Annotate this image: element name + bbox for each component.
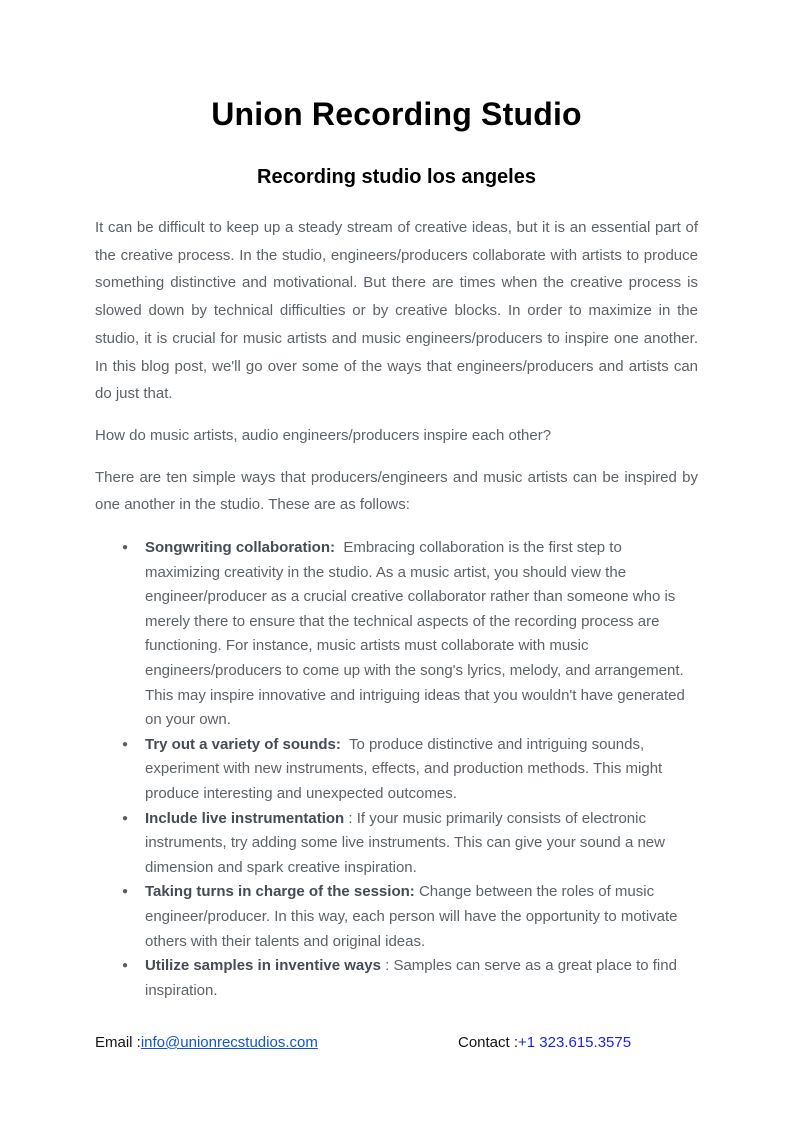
contact-phone-link[interactable]: +1 323.615.3575 — [518, 1034, 632, 1051]
bullet-text: Change between the roles of music engineer/producer. In this way, each person will have the opportunity to motivate others with their talents and original ideas. — [145, 883, 678, 950]
bullet-list — [95, 536, 698, 1003]
bullet-lead: Try out a variety of sounds: — [145, 735, 341, 753]
list-item — [122, 807, 698, 881]
bullet-text: If your music primarily consists of electronic instruments, try adding some live instruments. This can give your sound a new dimension and spark creative inspiration. — [145, 809, 665, 876]
bullet-icon: ● — [122, 960, 129, 972]
leadin-paragraph: There are ten simple ways that producers/engineers and music artists can be inspired by one another in the studio. These are as follows: — [95, 468, 698, 514]
bullet-text: Samples can serve as a great place to find inspiration. — [145, 957, 677, 999]
bullet-lead: Songwriting collaboration: — [145, 539, 335, 557]
email-link[interactable]: info@unionrecstudios.com — [140, 1034, 318, 1051]
bullet-icon: ● — [122, 738, 129, 750]
contact-group — [458, 1033, 631, 1053]
intro-paragraph: It can be difficult to keep up a steady stream of creative ideas, but it is an essential part of the creative process. In the studio, engineers/producers collaborate with artists to produce something distinctive and motivational. But there are times when the creative process is slowed down by technical difficulties or by creative blocks. In order to maximize in the studio, it is crucial for music artists and music engineers/producers to inspire one another. In this blog post, we'll go over some of the ways that engineers/producers and artists can do just that. — [95, 219, 698, 403]
bullet-lead: Include live instrumentation — [145, 809, 345, 827]
bullet-separator: : — [380, 957, 394, 975]
bullet-lead: Utilize samples in inventive ways — [145, 957, 381, 975]
list-item — [122, 880, 698, 954]
email-label: Email : — [95, 1034, 141, 1051]
document-subtitle: Recording studio los angeles — [257, 166, 536, 188]
document-content — [95, 0, 698, 1003]
bullet-icon: ● — [122, 542, 129, 554]
bullet-separator — [341, 736, 349, 753]
contact-label: Contact : — [458, 1034, 519, 1051]
list-item — [122, 954, 698, 1003]
question-paragraph: How do music artists, audio engineers/producers inspire each other? — [95, 426, 552, 444]
list-item — [122, 733, 698, 807]
bullet-text: To produce distinctive and intriguing sounds, experiment with new instruments, effects, and production methods. This might produce interesting and unexpected outcomes. — [145, 735, 663, 802]
bullet-lead: Taking turns in charge of the session: — [145, 883, 415, 901]
list-item — [122, 536, 698, 733]
bullet-icon: ● — [122, 812, 129, 824]
bullet-text: Embracing collaboration is the first step to maximizing creativity in the studio. As a music artist, you should view the engineer/producer as a crucial creative collaborator rather than someone who is merely there to ensure that the technical aspects of the recording process are functioning. For instance, music artists must collaborate with music engineers/producers to come up with the song's lyrics, melody, and arrangement. This may inspire innovative and intriguing ideas that you wouldn't have generated on your own. — [145, 539, 685, 729]
email-group — [95, 1034, 318, 1051]
footer — [95, 1033, 698, 1055]
document-title: Union Recording Studio — [211, 96, 582, 132]
bullet-separator: : — [344, 809, 357, 827]
bullet-icon: ● — [122, 886, 129, 898]
